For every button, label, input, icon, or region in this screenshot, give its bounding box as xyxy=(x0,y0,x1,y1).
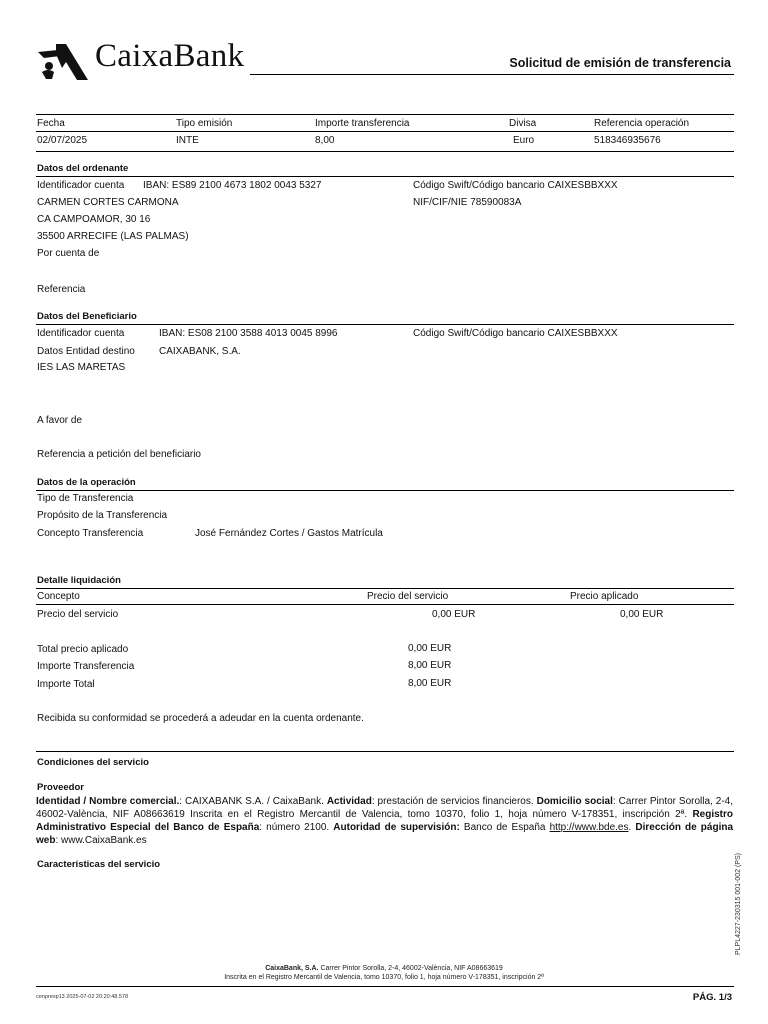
entidad-destino-label: Datos Entidad destino xyxy=(37,346,135,357)
concepto-value: José Fernández Cortes / Gastos Matrícula xyxy=(195,528,383,539)
proveedor-title: Proveedor xyxy=(37,782,84,793)
concepto-header: Concepto xyxy=(37,591,80,602)
domicilio-label: Domicilio social xyxy=(536,796,613,807)
operacion-section-title: Datos de la operación xyxy=(37,477,136,488)
divider xyxy=(36,588,734,589)
importe-value: 8,00 xyxy=(315,135,335,146)
page-number: PÁG. 1/3 xyxy=(692,992,732,1003)
footer-rule xyxy=(36,986,734,987)
ordenante-swift: Código Swift/Código bancario CAIXESBBXXX xyxy=(413,180,618,191)
document-title: Solicitud de emisión de transferencia xyxy=(509,56,731,70)
fecha-header: Fecha xyxy=(37,118,65,129)
footer-address: Carrer Pintor Sorolla, 2-4, 46002-València, NIF A08663619 xyxy=(318,965,503,972)
brand-name: CaixaBank xyxy=(95,38,245,74)
beneficiario-section-title: Datos del Beneficiario xyxy=(37,311,137,322)
row-precio-aplicado: 0,00 EUR xyxy=(620,609,664,620)
importe-total-value: 8,00 EUR xyxy=(408,678,452,689)
total-precio-value: 0,00 EUR xyxy=(408,643,452,654)
timestamp: cenpresp13 2025-07-02 20:20:48.578 xyxy=(36,994,129,1000)
actividad-label: Actividad xyxy=(326,796,372,807)
star-logo-icon xyxy=(36,42,88,80)
row-precio-servicio: 0,00 EUR xyxy=(432,609,476,620)
divider xyxy=(36,490,734,491)
proveedor-paragraph xyxy=(36,795,733,847)
divider xyxy=(36,131,734,132)
tipo-value: INTE xyxy=(176,135,199,146)
caracteristicas-title: Características del servicio xyxy=(37,859,161,870)
separator: . xyxy=(628,822,636,833)
beneficiario-id-label: Identificador cuenta xyxy=(37,328,125,339)
domicilio-value: : Carrer Pintor Sorolla, 2-4, 46002-València, NIF A08663619 Inscrita en el Registro Mercantil de Valencia, tomo 10370, folio 1, hoja número V-178351, inscripción 2ª. xyxy=(36,796,734,820)
precio-aplicado-header: Precio aplicado xyxy=(570,591,639,602)
precio-servicio-header: Precio del servicio xyxy=(367,591,449,602)
importe-header: Importe transferencia xyxy=(315,118,410,129)
tipo-header: Tipo emisión xyxy=(176,118,233,129)
ordenante-address1: CA CAMPOAMOR, 30 16 xyxy=(37,214,151,225)
beneficiario-iban: IBAN: ES08 2100 3588 4013 0045 8996 xyxy=(159,328,338,339)
a-favor-label: A favor de xyxy=(37,415,83,426)
web-label: Dirección de página web xyxy=(36,822,734,846)
condiciones-section-title: Condiciones del servicio xyxy=(37,757,149,768)
divider xyxy=(36,114,734,115)
actividad-value: : prestación de servicios financieros. xyxy=(371,796,537,807)
footer-company: CaixaBank, S.A. xyxy=(265,965,319,972)
bde-link[interactable]: http://www.bde.es xyxy=(549,822,629,833)
divider xyxy=(36,751,734,752)
web-value: : www.CaixaBank.es xyxy=(55,835,147,846)
registro-value: : número 2100. xyxy=(259,822,334,833)
importe-transferencia-label: Importe Transferencia xyxy=(37,661,135,672)
identidad-label: Identidad / Nombre comercial. xyxy=(36,796,180,807)
identidad-value: : CAIXABANK S.A. / CaixaBank. xyxy=(179,796,327,807)
referencia-header: Referencia operación xyxy=(594,118,690,129)
proposito-label: Propósito de la Transferencia xyxy=(37,510,168,521)
liquidacion-section-title: Detalle liquidación xyxy=(37,575,121,586)
footer-company-line xyxy=(0,965,768,972)
divisa-value: Euro xyxy=(513,135,535,146)
registro-label: Registro Administrativo Especial del Banco de España xyxy=(36,809,733,833)
tipo-transferencia-label: Tipo de Transferencia xyxy=(37,493,134,504)
total-precio-label: Total precio aplicado xyxy=(37,644,129,655)
conformidad-note: Recibida su conformidad se procederá a adeudar en la cuenta ordenante. xyxy=(37,713,364,724)
importe-transferencia-value: 8,00 EUR xyxy=(408,660,452,671)
beneficiario-name: IES LAS MARETAS xyxy=(37,362,126,373)
por-cuenta-label: Por cuenta de xyxy=(37,248,100,259)
row-concepto: Precio del servicio xyxy=(37,609,119,620)
ordenante-referencia-label: Referencia xyxy=(37,284,86,295)
ordenante-nif: NIF/CIF/NIE 78590083A xyxy=(413,197,522,208)
entidad-destino-value: CAIXABANK, S.A. xyxy=(159,346,241,357)
divider xyxy=(36,151,734,152)
divider xyxy=(36,176,734,177)
divisa-header: Divisa xyxy=(509,118,537,129)
beneficiario-referencia-label: Referencia a petición del beneficiario xyxy=(37,449,201,460)
beneficiario-swift: Código Swift/Código bancario CAIXESBBXXX xyxy=(413,328,618,339)
ordenante-iban: IBAN: ES89 2100 4673 1802 0043 5327 xyxy=(143,180,322,191)
footer-registry: Inscrita en el Registro Mercantil de Valencia, tomo 10370, folio 1, hoja número V-178351, inscripción 2ª xyxy=(224,974,544,981)
ordenante-section-title: Datos del ordenante xyxy=(37,163,129,174)
ordenante-id-label: Identificador cuenta xyxy=(37,180,125,191)
importe-total-label: Importe Total xyxy=(37,679,95,690)
fecha-value: 02/07/2025 xyxy=(37,135,88,146)
form-code: PLPL4227-230315 001-002 (PS) xyxy=(735,853,742,955)
autoridad-value: Banco de España xyxy=(459,822,550,833)
referencia-value: 518346935676 xyxy=(594,135,661,146)
divider xyxy=(36,324,734,325)
concepto-label: Concepto Transferencia xyxy=(37,528,144,539)
autoridad-label: Autoridad de supervisión: xyxy=(333,822,460,833)
header-rule xyxy=(250,74,734,75)
ordenante-address2: 35500 ARRECIFE (LAS PALMAS) xyxy=(37,231,189,242)
divider xyxy=(36,604,734,605)
ordenante-name: CARMEN CORTES CARMONA xyxy=(37,197,179,208)
